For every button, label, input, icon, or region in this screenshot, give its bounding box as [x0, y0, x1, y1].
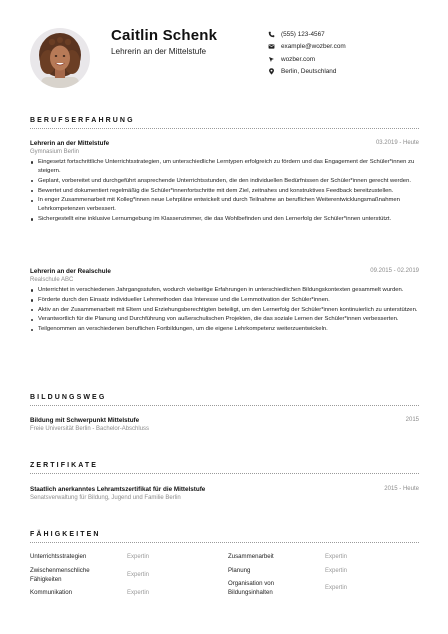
contact-location: [267, 66, 437, 79]
phone-number: (555) 123-4567: [281, 30, 325, 38]
contact-website: [267, 53, 437, 66]
education-dates: 2015: [405, 417, 419, 423]
cursor-link-icon: [267, 55, 275, 63]
experience-dates: 03.2019 - Heute: [375, 140, 419, 146]
skill-name: Zwischenmenschliche Fähigkeiten: [30, 567, 90, 583]
contact-info: [267, 28, 437, 78]
skill-level: Expertin: [325, 568, 348, 574]
experience-title: Lehrerin an der Realschule: [30, 268, 111, 275]
experience-bullets: [30, 158, 422, 225]
candidate-job-title: Lehrerin an der Mittelstufe: [111, 47, 207, 56]
bullet-item: Verantwortlich für die Planung und Durchführung von außerschulischen Projekten, die das soziale Lernen der Schüler*innen verbesserten.: [30, 315, 422, 324]
bullet-item: Bewertet und dokumentiert regelmäßig die Schüler*innenfortschritte mit dem Ziel, zeitnahes und konstruktives Feedback bereitzustellen.: [30, 187, 422, 196]
profile-photo: [30, 28, 90, 88]
skill-level: Expertin: [127, 554, 150, 560]
experience-organization: Realschule ABC: [30, 277, 74, 283]
section-heading-certificates: ZERTIFIKATE: [30, 462, 99, 469]
experience-organization: Gymnasium Berlin: [30, 149, 80, 155]
mail-icon: [267, 43, 275, 51]
skill-level: Expertin: [325, 585, 348, 591]
bullet-item: Unterrichtet in verschiedenen Jahrgangsstufen, wodurch vielseitige Erfahrungen in unterschiedlichen Bildungskontexten gesammelt wurden.: [30, 286, 422, 295]
bullet-item: Förderte durch den Einsatz individueller Lehrmethoden das Interesse und die Lernmotivation der Schüler*innen.: [30, 296, 422, 305]
bullet-item: Teilgenommen an verschiedenen beruflichen Fortbildungen, um die eigene Lehrkompetenz weiterzuentwickeln.: [30, 325, 422, 334]
certificate-dates: 2015 - Heute: [384, 486, 419, 492]
location-pin-icon: [267, 68, 275, 76]
bullet-item: Aktiv an der Zusammenarbeit mit Eltern und Erziehungsberechtigten beteiligt, um den Lernerfolg der Schüler*innen kontinuierlich zu unterstützen.: [30, 306, 422, 315]
section-divider: [30, 405, 419, 406]
contact-phone: [267, 28, 437, 41]
skill-level: Expertin: [127, 590, 150, 596]
education-title: Bildung mit Schwerpunkt Mittelstufe: [30, 417, 140, 424]
section-heading-education: BILDUNGSWEG: [30, 394, 107, 401]
location-text: Berlin, Deutschland: [281, 68, 337, 76]
education-institution: Freie Universität Berlin - Bachelor-Abschluss: [30, 426, 150, 432]
experience-title: Lehrerin an der Mittelstufe: [30, 140, 110, 147]
experience-dates: 09.2015 - 02.2019: [370, 268, 419, 274]
skill-level: Expertin: [127, 572, 150, 578]
section-divider: [30, 473, 419, 474]
experience-bullets: [30, 286, 422, 335]
certificate-title: Staatlich anerkanntes Lehramtszertifikat für die Mittelstufe: [30, 486, 206, 493]
phone-icon: [267, 30, 275, 38]
email-address: example@wozber.com: [281, 43, 346, 51]
skill-name: Unterrichtsstrategien: [30, 553, 87, 560]
section-heading-experience: BERUFSERFAHRUNG: [30, 117, 135, 124]
bullet-item: Geplant, vorbereitet und durchgeführt ansprechende Unterrichtsstunden, die den individuellen Bedürfnissen der Schüler*innen gerecht werden.: [30, 177, 422, 186]
section-divider: [30, 128, 419, 129]
website-url: wozber.com: [281, 55, 316, 63]
contact-email: [267, 41, 437, 54]
skill-name: Planung: [228, 567, 251, 574]
skill-name: Kommunikation: [30, 589, 72, 596]
certificate-issuer: Senatsverwaltung für Bildung, Jugend und Familie Berlin: [30, 495, 181, 501]
skill-name: Organisation von Bildungsinhalten: [228, 580, 275, 596]
section-divider: [30, 542, 419, 543]
section-heading-skills: FÄHIGKEITEN: [30, 531, 101, 538]
skill-name: Zusammenarbeit: [228, 553, 274, 560]
bullet-item: Eingesetzt fortschrittliche Unterrichtsstrategien, um unterschiedliche Lerntypen erfolgreich zu fördern und das Engagement der Schüler*innen zu steigern.: [30, 158, 422, 176]
skill-level: Expertin: [325, 554, 348, 560]
bullet-item: Sichergestellt eine inklusive Lernumgebung im Klassenzimmer, die das Wohlbefinden und den Lernerfolg der Schüler*innen unterstützt.: [30, 215, 422, 224]
bullet-item: In enger Zusammenarbeit mit Kolleg*innen neue Lehrpläne entwickelt und durch Teilnahme an beruflichen Weiterentwicklungsmaßnahmen Lehrkompetenzen verbessert.: [30, 196, 422, 214]
candidate-name: Caitlin Schenk: [111, 27, 218, 44]
